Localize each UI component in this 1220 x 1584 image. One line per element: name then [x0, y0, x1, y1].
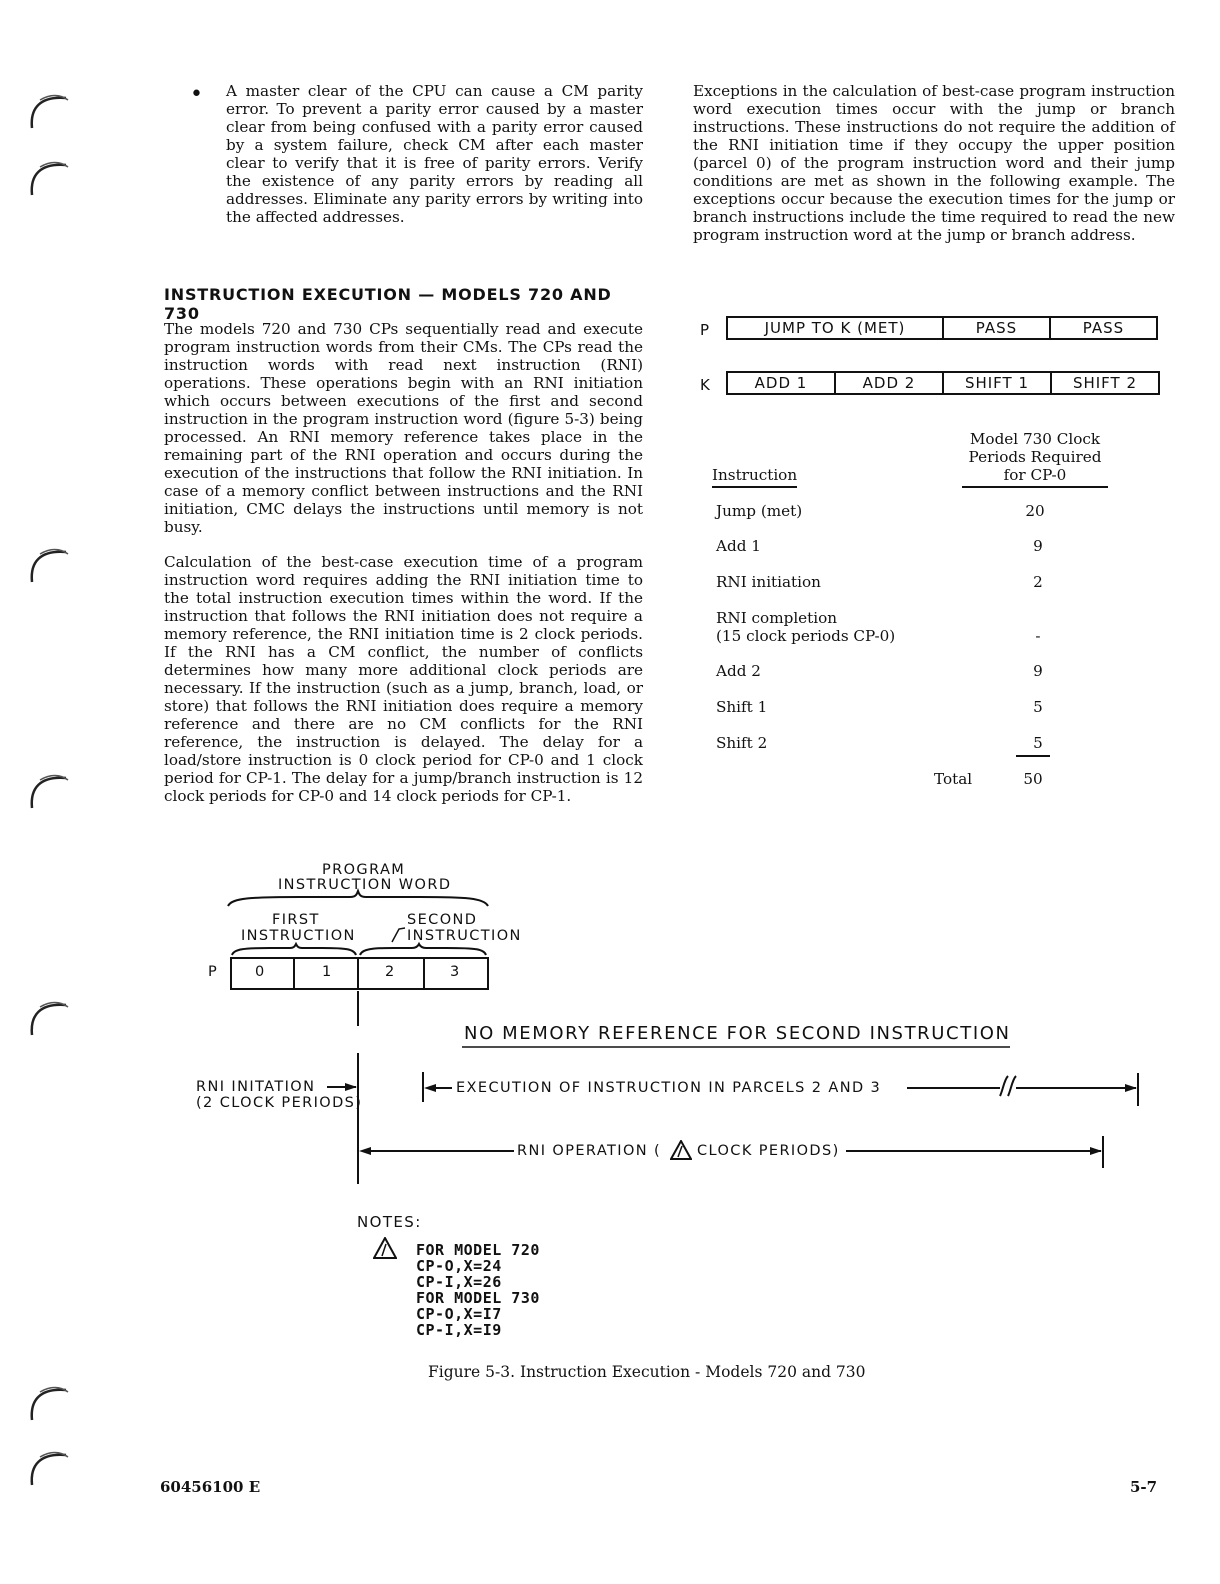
parcel-1: 1 [322, 964, 333, 980]
table-row-value: 5 [1033, 698, 1043, 716]
table-total-value: 50 [1023, 770, 1043, 788]
note-line: FOR MODEL 730 [416, 1289, 540, 1307]
parcel-register-label: P [208, 964, 219, 980]
note-line: CP-O,X=I7 [416, 1305, 502, 1323]
table-row-value: 9 [1033, 662, 1043, 680]
first-instruction-label-line-1: FIRST [272, 912, 320, 928]
rni-initiation-label-line-1: RNI INITATION [196, 1079, 316, 1095]
table-header-clock-line-3: for CP-0 [1003, 466, 1067, 484]
p-row-label: P [700, 321, 710, 339]
note-line: FOR MODEL 720 [416, 1241, 540, 1259]
rni-operation-label-end: CLOCK PERIODS) [697, 1143, 840, 1159]
no-memory-reference-label: NO MEMORY REFERENCE FOR SECOND INSTRUCTION [464, 1023, 1011, 1044]
document-number: 60456100 E [160, 1478, 261, 1496]
parcel-2: 2 [385, 964, 396, 980]
paragraph-rni-operations: The models 720 and 730 CPs sequentially read and execute program instruction words from their CMs. The CPs read the instruction words with read next instruction (RNI) operations. These operations begin with an RNI initiation which occurs between executions of the first and second instruction in the program instruction word (figure 5-3) being processed. An RNI memory reference takes place in the remaining part of the RNI operation and occurs during the execution of the instructions that follow the RNI initiation. In case of a memory conflict between instructions and the RNI initiation, CMC delays the instructions until memory is not busy. [164, 320, 643, 536]
table-row-label: RNI completion [716, 609, 838, 627]
k-row-label: K [700, 376, 710, 394]
notes-list [416, 1242, 540, 1338]
section-heading: INSTRUCTION EXECUTION — MODELS 720 AND 730 [164, 285, 612, 323]
table-header-instruction: Instruction [712, 466, 797, 488]
second-instruction-label-line-2: INSTRUCTION [407, 928, 522, 944]
bullet-icon: • [190, 82, 203, 107]
k-cell-shift-1: SHIFT 1 [942, 371, 1052, 395]
note-line: CP-I,X=I9 [416, 1321, 502, 1339]
page-number: 5-7 [1130, 1478, 1158, 1496]
note-line: CP-I,X=26 [416, 1273, 502, 1291]
table-header-clock-line-2: Periods Required [968, 448, 1102, 466]
table-row-label-detail: (15 clock periods CP-0) [716, 627, 896, 645]
first-instruction-label-line-2: INSTRUCTION [241, 928, 356, 944]
k-cell-add-2: ADD 2 [834, 371, 944, 395]
parcel-0: 0 [255, 964, 266, 980]
table-row-value: 2 [1033, 573, 1043, 591]
p-cell-pass: PASS [942, 316, 1051, 340]
paragraph-exceptions: Exceptions in the calculation of best-case program instruction word execution times occur with the jump or branch instructions. These instructions do not require the addition of the RNI initiation time if they occupy the upper position (parcel 0) of the program instruction word and their jump conditions are met as shown in the following example. The exceptions occur because the execution times for the jump or branch instructions include the time required to read the new program instruction word at the jump or branch address. [693, 82, 1175, 244]
second-instruction-label-line-1: SECOND [407, 912, 478, 928]
bullet-paragraph: A master clear of the CPU can cause a CM parity error. To prevent a parity error caused by a master clear from being confused with a parity error caused by a system failure, check CM after each master clear to verify that it is free of parity errors. Verify the existence of any parity errors by reading all addresses. Eliminate any parity errors by writing into the affected addresses. [226, 82, 643, 226]
notes-title: NOTES: [357, 1213, 422, 1231]
note-triangle-icon [670, 1140, 692, 1160]
table-row-value: 5 [1033, 734, 1043, 752]
table-row-value: 20 [1025, 502, 1045, 520]
rni-initiation-label-line-2: (2 CLOCK PERIODS) [196, 1095, 363, 1111]
table-row-label: Shift 2 [716, 734, 768, 752]
execution-label: EXECUTION OF INSTRUCTION IN PARCELS 2 AND 3 [456, 1080, 882, 1096]
rni-operation-label-start: RNI OPERATION ( [517, 1143, 662, 1159]
table-total-label: Total [934, 770, 973, 788]
table-header-clock-line-1: Model 730 Clock [969, 430, 1101, 448]
table-row-label: Jump (met) [716, 502, 803, 520]
p-cell-jump: JUMP TO K (MET) [726, 316, 944, 340]
program-label-line-1: PROGRAM [322, 862, 406, 878]
note-line: CP-O,X=24 [416, 1257, 502, 1275]
k-cell-shift-2: SHIFT 2 [1050, 371, 1160, 395]
program-label-line-2: INSTRUCTION WORD [278, 877, 452, 893]
table-row-label: Shift 1 [716, 698, 768, 716]
parcel-3: 3 [450, 964, 461, 980]
table-row-value: - [1035, 627, 1041, 645]
figure-caption: Figure 5-3. Instruction Execution - Models 720 and 730 [428, 1363, 866, 1381]
k-cell-add-1: ADD 1 [726, 371, 836, 395]
table-row-label: RNI initiation [716, 573, 821, 591]
table-row-label: Add 2 [716, 662, 761, 680]
table-row-label: Add 1 [716, 537, 761, 555]
paragraph-best-case-calculation: Calculation of the best-case execution time of a program instruction word requires adding the RNI initiation time to the total instruction execution times within the word. If the instruction that follows the RNI initiation does not require a memory reference, the RNI initiation time is 2 clock periods. If the RNI has a CM conflict, the number of conflicts determines how many more additional clock periods are necessary. If the instruction (such as a jump, branch, load, or store) that follows the RNI initiation does require a memory reference and there are no CM conflicts for the RNI reference, the instruction is delayed. The delay for a load/store instruction is 0 clock period for CP-0 and 1 clock period for CP-1. The delay for a jump/branch instruction is 12 clock periods for CP-0 and 14 clock periods for CP-1. [164, 553, 643, 805]
p-cell-pass: PASS [1049, 316, 1158, 340]
table-row-value: 9 [1033, 537, 1043, 555]
note-triangle-icon [373, 1237, 397, 1259]
